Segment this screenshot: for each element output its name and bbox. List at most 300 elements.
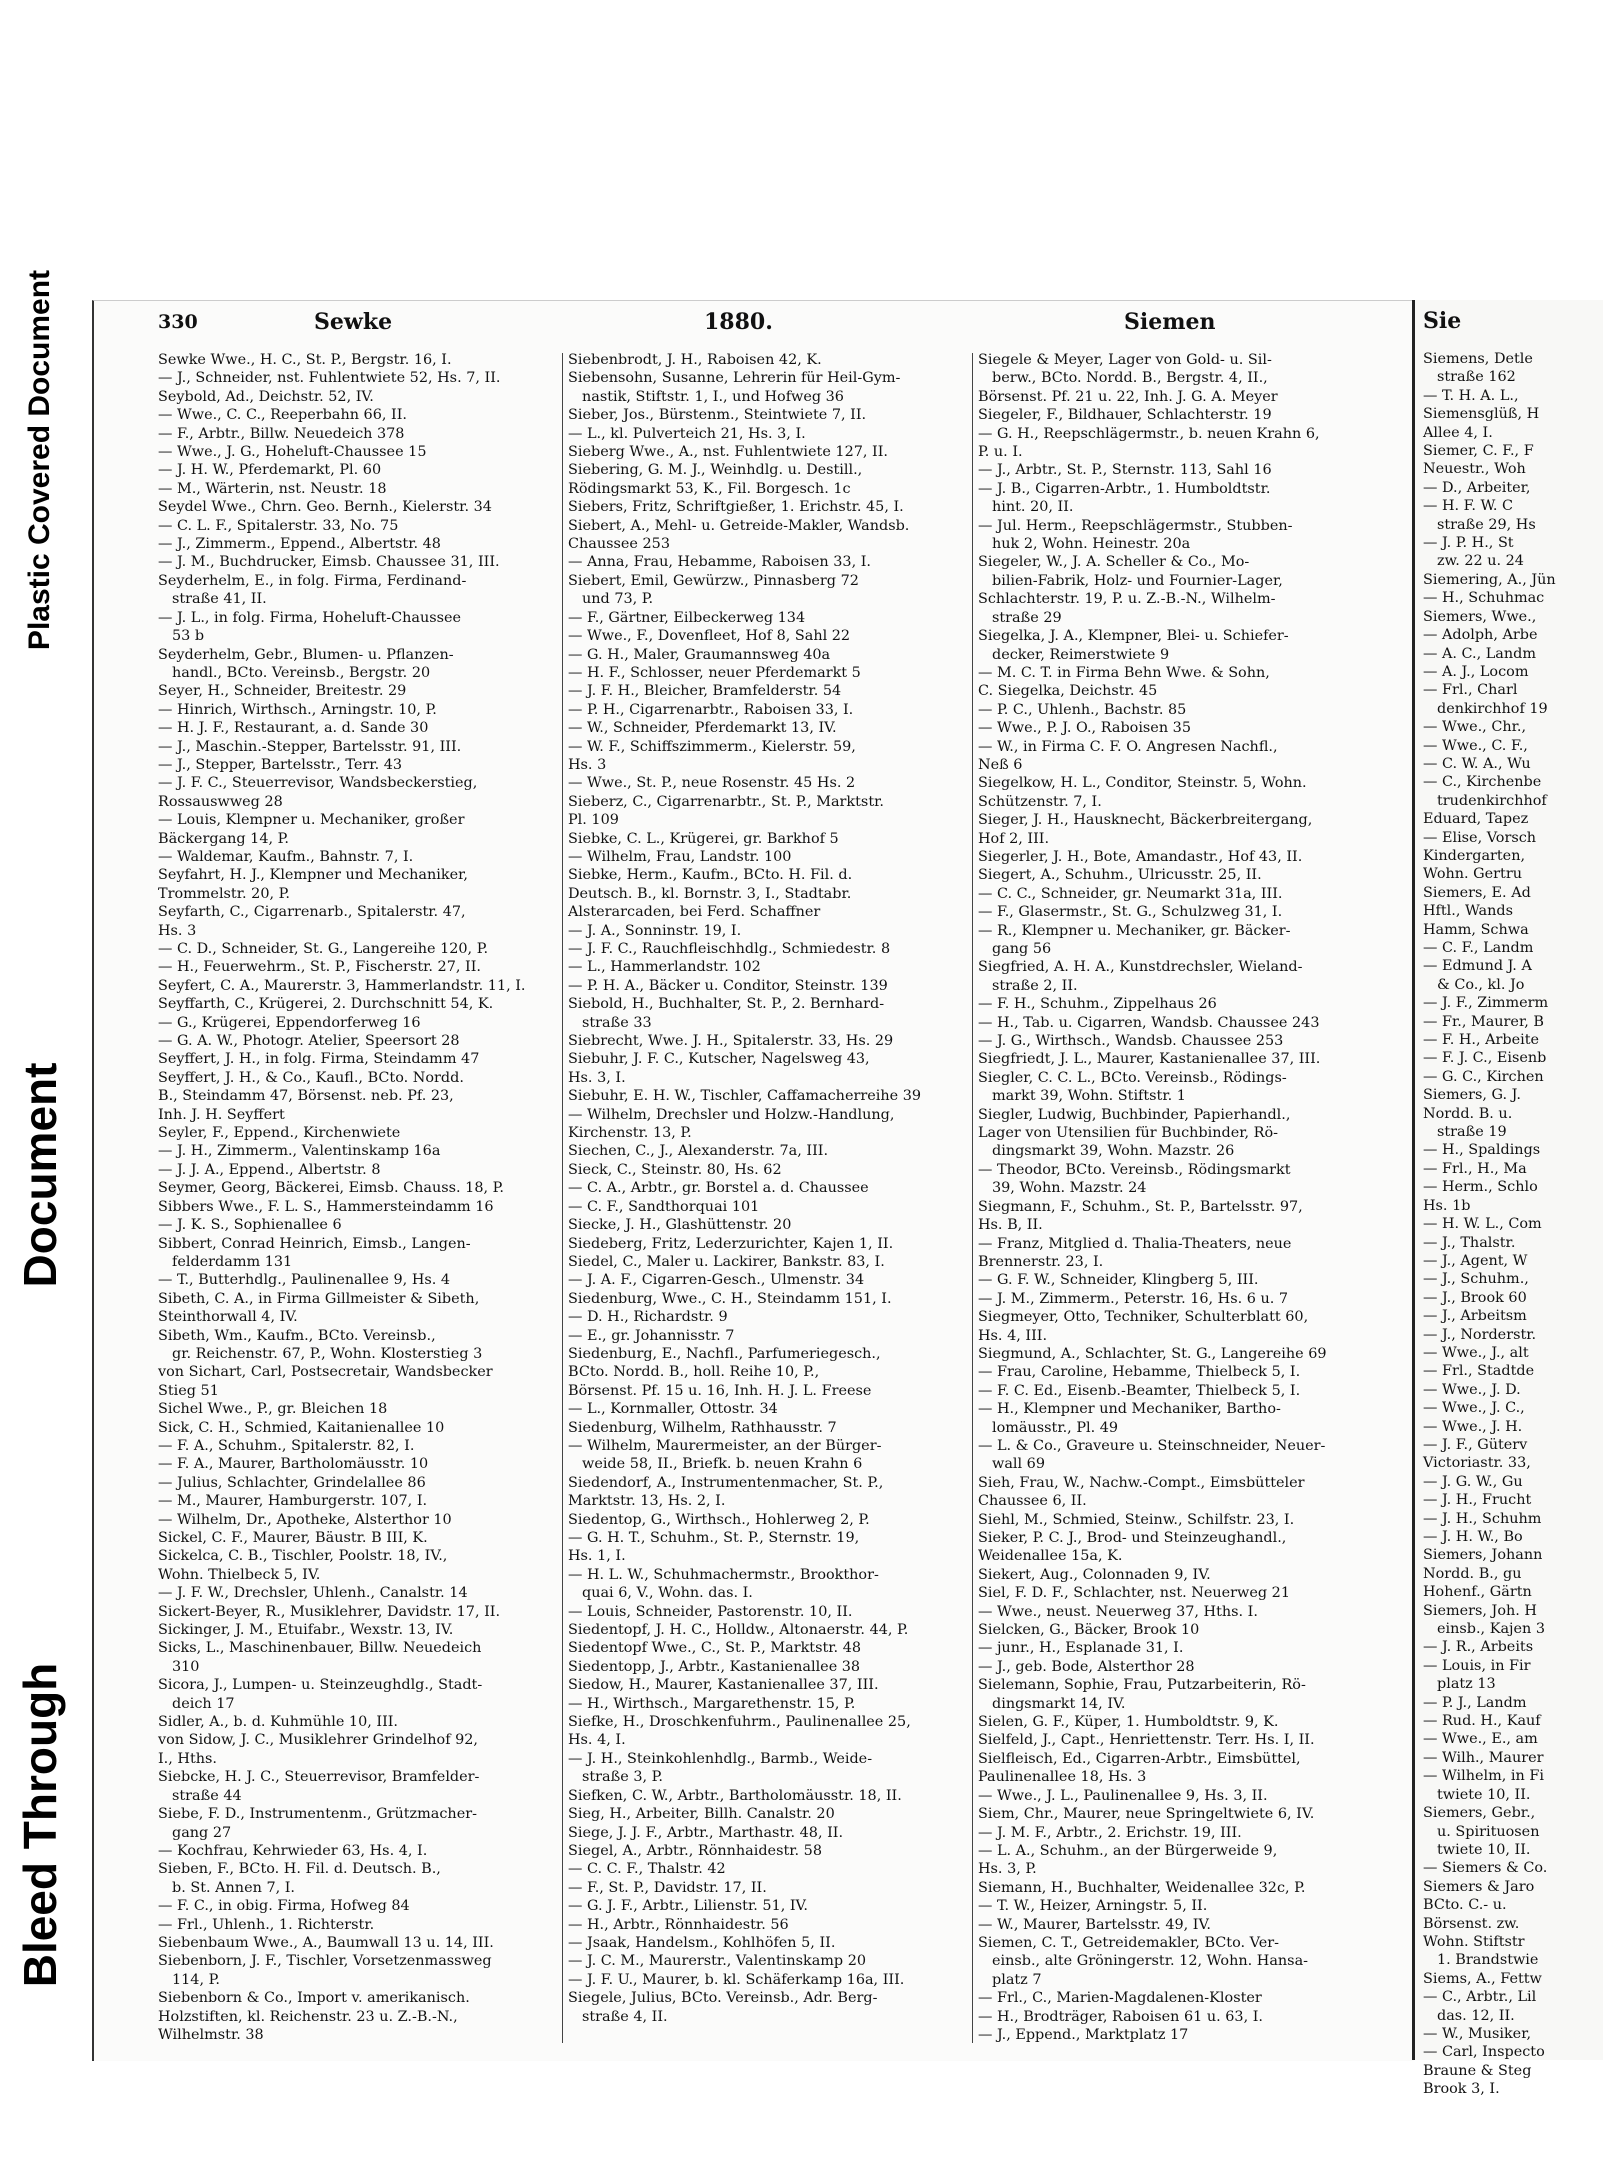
header-right-word: Siemen bbox=[1124, 309, 1216, 335]
directory-entry-line: — L., kl. Pulverteich 21, Hs. 3, I. bbox=[568, 425, 806, 442]
directory-entry-line: — W., Maurer, Bartelsstr. 49, IV. bbox=[978, 1916, 1211, 1933]
directory-entry-line: zw. 22 u. 24 bbox=[1437, 553, 1524, 570]
directory-entry-line: — Frl., C., Marien-Magdalenen-Kloster bbox=[978, 1990, 1262, 2007]
directory-entry-line: — Wwe., C. C., Reeperbahn 66, II. bbox=[158, 407, 407, 424]
directory-entry-line: Siedentopf Wwe., C., St. P., Marktstr. 48 bbox=[568, 1640, 862, 1657]
directory-entry-line: — W. F., Schiffszimmerm., Kielerstr. 59, bbox=[568, 738, 856, 755]
scan-label-sidebar bbox=[0, 0, 70, 2177]
directory-entry-line: — T. H. A. L., bbox=[1423, 387, 1519, 404]
directory-entry-line: Alsterarcaden, bei Ferd. Schaffner bbox=[568, 904, 821, 921]
directory-entry-line: quai 6, V., Wohn. das. I. bbox=[582, 1585, 753, 1602]
directory-entry-line: BCto. C.- u. bbox=[1423, 1897, 1507, 1914]
directory-entry-line: — Waldemar, Kaufm., Bahnstr. 7, I. bbox=[158, 848, 414, 865]
directory-entry-line: — F. H., Arbeite bbox=[1423, 1032, 1540, 1049]
directory-entry-line: — C. C. F., Thalstr. 42 bbox=[568, 1861, 726, 1878]
directory-entry-line: Seyer, H., Schneider, Breitestr. 29 bbox=[158, 683, 407, 700]
directory-entry-line: — J. F., Zimmerm bbox=[1423, 995, 1549, 1012]
directory-entry-line: Seyderhelm, Gebr., Blumen- u. Pflanzen- bbox=[158, 646, 454, 663]
directory-entry-line: — T., Butterhdlg., Paulinenallee 9, Hs. 4 bbox=[158, 1272, 451, 1289]
directory-entry-line: — F., Arbtr., Billw. Neuedeich 378 bbox=[158, 425, 405, 442]
directory-entry-line: gang 56 bbox=[992, 941, 1052, 957]
directory-entry-line: felderdamm 131 bbox=[172, 1253, 293, 1270]
directory-entry-line: — H., Klempner und Mechaniker, Bartho- bbox=[978, 1401, 1281, 1418]
directory-entry-line: — H. F. W. C bbox=[1423, 498, 1513, 515]
directory-entry-line: Sieker, P. C. J., Brod- und Steinzeughandl., bbox=[978, 1530, 1287, 1546]
directory-entry-line: Siegler, C. C. L., BCto. Vereinsb., Rödings- bbox=[978, 1069, 1287, 1086]
directory-entry-line: — J. F. H., Bleicher, Bramfelderstr. 54 bbox=[568, 683, 842, 700]
directory-entry-line: straße 29, Hs bbox=[1437, 516, 1536, 533]
directory-entry-line: Siedel, C., Maler u. Lackirer, Bankstr. 83, I. bbox=[568, 1253, 885, 1270]
directory-entry-line: straße 33 bbox=[582, 1014, 652, 1031]
directory-entry-line: Siebering, G. M. J., Weinhdlg. u. Destill., bbox=[568, 462, 863, 479]
directory-entry-line: Wilhelmstr. 38 bbox=[158, 2026, 264, 2043]
directory-entry-line: — J. C. M., Maurerstr., Valentinskamp 20 bbox=[568, 1953, 867, 1970]
directory-entry-line: Siemers, Johann bbox=[1423, 1547, 1543, 1564]
directory-entry-line: — J. F. C., Rauchfleischhdlg., Schmiedestr. 8 bbox=[568, 941, 891, 957]
directory-entry-line: Siefke, H., Droschkenfuhrm., Paulinenallee 25, bbox=[568, 1714, 911, 1731]
directory-entry-line: von Sichart, Carl, Postsecretair, Wandsbecker bbox=[158, 1364, 493, 1381]
directory-entry-line: Siegeler, W., J. A. Scheller & Co., Mo- bbox=[978, 554, 1250, 571]
directory-entry-line: Siedenburg, E., Nachfl., Parfumeriegesch., bbox=[568, 1345, 881, 1362]
directory-entry-line: — G. H., Reepschlägermstr., b. neuen Krahn 6, bbox=[978, 425, 1320, 442]
directory-entry-line: Deutsch. B., kl. Bornstr. 3, I., Stadtabr. bbox=[568, 885, 852, 902]
directory-entry-line: Nordd. B. u. bbox=[1423, 1105, 1513, 1122]
directory-entry-line: — Jsaak, Handelsm., Kohlhöfen 5, II. bbox=[568, 1934, 836, 1951]
directory-entry-line: Siebenbaum Wwe., A., Baumwall 13 u. 14, III. bbox=[158, 1934, 494, 1951]
directory-entry-line: Neß 6 bbox=[978, 756, 1023, 773]
directory-entry-line: Siegmund, A., Schlachter, St. G., Langereihe 69 bbox=[978, 1345, 1327, 1362]
directory-entry-line: 114, P. bbox=[172, 1971, 220, 1988]
directory-entry-line: Hamm, Schwa bbox=[1423, 921, 1529, 938]
directory-entry-line: Chaussee 6, II. bbox=[978, 1493, 1087, 1510]
directory-entry-line: — J. H. W., Pferdemarkt, Pl. 60 bbox=[158, 462, 382, 479]
directory-entry-line: straße 19 bbox=[1437, 1124, 1507, 1141]
directory-entry-line: Siege, J. J. F., Arbtr., Marthastr. 48, II. bbox=[568, 1824, 844, 1841]
directory-entry-line: Siebenborn, J. F., Tischler, Vorsetzenmassweg bbox=[158, 1953, 492, 1970]
directory-page bbox=[92, 300, 1414, 2061]
directory-entry-line: Seymer, Georg, Bäckerei, Eimsb. Chauss. 18, P. bbox=[158, 1180, 504, 1197]
directory-entry-line: Siedow, H., Maurer, Kastanienallee 37, III. bbox=[568, 1677, 879, 1694]
directory-entry-line: Siemers & Jaro bbox=[1423, 1878, 1535, 1895]
directory-entry-line: Sieg, H., Arbeiter, Billh. Canalstr. 20 bbox=[568, 1806, 835, 1823]
directory-entry-line: — P. H. A., Bäcker u. Conditor, Steinstr. 139 bbox=[568, 977, 888, 994]
directory-entry-line: Sieben, F., BCto. H. Fil. d. Deutsch. B., bbox=[158, 1861, 441, 1878]
directory-entry-line: — J., Eppend., Marktplatz 17 bbox=[978, 2026, 1189, 2043]
directory-entry-line: — G. A. W., Photogr. Atelier, Speersort 28 bbox=[158, 1033, 460, 1050]
directory-entry-line: Seydel Wwe., Chrn. Geo. Bernh., Kielerstr. 34 bbox=[158, 499, 492, 516]
directory-entry-line: — J. L., in folg. Firma, Hoheluft-Chaussee bbox=[158, 609, 462, 626]
directory-entry-line: — C., Kirchenbe bbox=[1423, 774, 1542, 791]
directory-entry-line: Sieberz, C., Cigarrenarbtr., St. P., Marktstr. bbox=[568, 793, 884, 810]
directory-entry-line: — G. F. W., Schneider, Klingberg 5, III. bbox=[978, 1272, 1259, 1289]
directory-entry-line: einsb., alte Gröningerstr. 12, Wohn. Hansa- bbox=[992, 1953, 1309, 1970]
directory-column-1 bbox=[158, 351, 556, 2051]
directory-entry-line: — F. A., Schuhm., Spitalerstr. 82, I. bbox=[158, 1437, 415, 1454]
directory-entry-line: gr. Reichenstr. 67, P., Wohn. Klosterstieg 3 bbox=[172, 1345, 483, 1362]
directory-entry-line: — J., Stepper, Bartelsstr., Terr. 43 bbox=[158, 756, 403, 773]
directory-entry-line: straße 2, II. bbox=[992, 977, 1078, 994]
directory-entry-line: — D., Arbeiter, bbox=[1423, 479, 1531, 496]
directory-entry-line: markt 39, Wohn. Stiftstr. 1 bbox=[992, 1088, 1186, 1105]
directory-entry-line: — Wwe., C. F., bbox=[1423, 737, 1528, 754]
directory-entry-line: — Jul. Herm., Reepschlägermstr., Stubben- bbox=[978, 517, 1293, 534]
directory-entry-line: Siebe, F. D., Instrumentenm., Grützmacher- bbox=[158, 1806, 477, 1823]
directory-entry-line: — H., Tab. u. Cigarren, Wandsb. Chaussee 243 bbox=[978, 1014, 1320, 1031]
directory-entry-line: — Wwe., neust. Neuerweg 37, Hths. I. bbox=[978, 1603, 1258, 1620]
directory-entry-line: Sibeth, Wm., Kaufm., BCto. Vereinsb., bbox=[158, 1327, 436, 1344]
directory-entry-line: — J. F. U., Maurer, b. kl. Schäferkamp 16a, III. bbox=[568, 1971, 905, 1988]
directory-entry-line: — W., in Firma C. F. O. Angresen Nachfl., bbox=[978, 738, 1278, 755]
directory-entry-line: — C. C., Schneider, gr. Neumarkt 31a, III. bbox=[978, 885, 1283, 902]
directory-entry-line: Seyffert, J. H., & Co., Kaufl., BCto. Nordd. bbox=[158, 1069, 464, 1086]
directory-entry-line: — Louis, Klempner u. Mechaniker, großer bbox=[158, 812, 465, 829]
directory-entry-line: — Wwe., St. P., neue Rosenstr. 45 Hs. 2 bbox=[568, 775, 856, 792]
directory-entry-line: — L., Kornmaller, Ottostr. 34 bbox=[568, 1401, 778, 1418]
directory-entry-line: Rödingsmarkt 53, K., Fil. Borgesch. 1c bbox=[568, 480, 851, 497]
directory-entry-line: — J., Thalstr. bbox=[1423, 1234, 1516, 1251]
directory-entry-line: Siefken, C. W., Arbtr., Bartholomäusstr. 18, II. bbox=[568, 1787, 902, 1804]
directory-entry-line: von Sidow, J. C., Musiklehrer Grindelhof 92, bbox=[158, 1732, 478, 1749]
directory-entry-line: Siemens, Detle bbox=[1423, 351, 1533, 367]
plastic-covered-label: Plastic Covered Document bbox=[23, 269, 56, 651]
directory-entry-line: — Edmund J. A bbox=[1423, 958, 1532, 975]
directory-entry-line: Hs. 1, I. bbox=[568, 1548, 626, 1565]
directory-column-2 bbox=[568, 351, 966, 2051]
directory-entry-line: Wohn. Gertru bbox=[1423, 866, 1522, 883]
directory-entry-line: Sickelca, C. B., Tischler, Poolstr. 18, IV., bbox=[158, 1548, 448, 1565]
directory-entry-line: Sielen, G. F., Küper, 1. Humboldtstr. 9, K. bbox=[978, 1714, 1279, 1731]
document-label: Document bbox=[14, 1062, 66, 1288]
column-rule bbox=[562, 353, 563, 2043]
directory-entry-line: Siebold, H., Buchhalter, St. P., 2. Bernhard- bbox=[568, 996, 885, 1013]
directory-entry-line: straße 29 bbox=[992, 609, 1062, 626]
directory-entry-line: — J. F. C., Steuerrevisor, Wandsbeckerstieg, bbox=[158, 775, 478, 792]
directory-entry-line: Seyfahrt, H. J., Klempner und Mechaniker, bbox=[158, 867, 468, 884]
directory-entry-line: Siegler, Ludwig, Buchbinder, Papierhandl., bbox=[978, 1106, 1291, 1123]
directory-entry-line: Braune & Steg bbox=[1423, 2062, 1532, 2079]
directory-entry-line: Siebuhr, E. H. W., Tischler, Caffamacherreihe 39 bbox=[568, 1088, 922, 1105]
directory-entry-line: Siedentopp, J., Arbtr., Kastanienallee 38 bbox=[568, 1658, 861, 1675]
directory-entry-line: — J., Schneider, nst. Fuhlentwiete 52, Hs. 7, II. bbox=[158, 370, 501, 387]
directory-entry-line: Sielfleisch, Ed., Cigarren-Arbtr., Eimsbüttel, bbox=[978, 1750, 1301, 1767]
directory-entry-line: — C., Arbtr., Lil bbox=[1423, 1989, 1537, 2006]
directory-entry-line: decker, Reimerstwiete 9 bbox=[992, 646, 1170, 663]
directory-entry-line: — Hinrich, Wirthsch., Arningstr. 10, P. bbox=[158, 701, 437, 718]
directory-entry-line: Kindergarten, bbox=[1423, 847, 1526, 864]
directory-entry-line: lomäusstr., Pl. 49 bbox=[992, 1419, 1119, 1436]
directory-entry-line: 39, Wohn. Mazstr. 24 bbox=[992, 1180, 1147, 1197]
directory-entry-line: platz 13 bbox=[1437, 1676, 1496, 1693]
directory-entry-line: — J., Maschin.-Stepper, Bartelsstr. 91, III. bbox=[158, 738, 462, 755]
directory-entry-line: Trommelstr. 20, P. bbox=[158, 885, 290, 902]
directory-entry-line: Inh. J. H. Seyffert bbox=[158, 1106, 285, 1123]
directory-entry-line: — Frau, Caroline, Hebamme, Thielbeck 5, I. bbox=[978, 1364, 1301, 1381]
directory-entry-line: — J. H., Schuhm bbox=[1423, 1510, 1542, 1527]
directory-entry-line: Seyler, F., Eppend., Kirchenwiete bbox=[158, 1125, 401, 1142]
directory-entry-line: — G. H. T., Schuhm., St. P., Sternstr. 19, bbox=[568, 1530, 860, 1546]
directory-entry-line: Sielemann, Sophie, Frau, Putzarbeiterin, Rö- bbox=[978, 1677, 1306, 1694]
directory-entry-line: Hs. 3 bbox=[158, 922, 197, 939]
directory-entry-line: — M., Maurer, Hamburgerstr. 107, I. bbox=[158, 1493, 428, 1510]
directory-entry-line: — Wwe., E., am bbox=[1423, 1731, 1538, 1748]
directory-entry-line: — F. C., in obig. Firma, Hofweg 84 bbox=[158, 1898, 410, 1915]
directory-entry-line: Hs. 4, I. bbox=[568, 1732, 626, 1749]
directory-entry-line: — Elise, Vorsch bbox=[1423, 829, 1537, 846]
directory-entry-line: Siem, Chr., Maurer, neue Springeltwiete 6, IV. bbox=[978, 1806, 1315, 1823]
directory-entry-line: Siegelka, J. A., Klempner, Blei- u. Schiefer- bbox=[978, 628, 1289, 645]
directory-entry-line: Siedenburg, Wilhelm, Rathhausstr. 7 bbox=[568, 1419, 837, 1436]
directory-entry-line: Hftl., Wands bbox=[1423, 903, 1513, 920]
directory-entry-line: — J. A., Sonninstr. 19, I. bbox=[568, 922, 742, 939]
directory-entry-line: — Siemers & Co. bbox=[1423, 1860, 1548, 1877]
directory-entry-line: Siedenburg, Wwe., C. H., Steindamm 151, I. bbox=[568, 1290, 892, 1307]
directory-entry-line: — H. L. W., Schuhmachermstr., Brookthor- bbox=[568, 1566, 879, 1583]
directory-entry-line: — L. A., Schuhm., an der Bürgerweide 9, bbox=[978, 1842, 1278, 1859]
directory-entry-line: — Wwe., J. D. bbox=[1423, 1381, 1521, 1398]
directory-entry-line: — C. W. A., Wu bbox=[1423, 755, 1531, 772]
directory-entry-line: 310 bbox=[172, 1658, 200, 1675]
directory-entry-line: — Rud. H., Kauf bbox=[1423, 1713, 1541, 1730]
directory-entry-line: — J. P. H., St bbox=[1423, 535, 1514, 552]
directory-entry-line: — F., Gärtner, Eilbeckerweg 134 bbox=[568, 609, 806, 626]
directory-entry-line: — H. J. F., Restaurant, a. d. Sande 30 bbox=[158, 720, 429, 737]
directory-entry-line: Seyderhelm, E., in folg. Firma, Ferdinand- bbox=[158, 572, 467, 589]
directory-entry-line: einsb., Kajen 3 bbox=[1437, 1621, 1546, 1638]
directory-entry-line: — Wilhelm, in Fi bbox=[1423, 1768, 1544, 1785]
directory-entry-line: straße 162 bbox=[1437, 369, 1516, 386]
directory-entry-line: Sieger, J. H., Hausknecht, Bäckerbreitergang, bbox=[978, 812, 1313, 829]
directory-entry-line: — D. H., Richardstr. 9 bbox=[568, 1309, 728, 1326]
directory-entry-line: Siedentop, G., Wirthsch., Hohlerweg 2, P. bbox=[568, 1511, 870, 1528]
directory-entry-line: deich 17 bbox=[172, 1695, 235, 1712]
directory-entry-line: Nordd. B., gu bbox=[1423, 1565, 1522, 1582]
directory-entry-line: weide 58, II., Briefk. b. neuen Krahn 6 bbox=[582, 1456, 863, 1473]
directory-entry-line: I., Hths. bbox=[158, 1750, 217, 1767]
directory-entry-line: — C. A., Arbtr., gr. Borstel a. d. Chaussee bbox=[568, 1180, 869, 1197]
directory-entry-line: Sewke Wwe., H. C., St. P., Bergstr. 16, I. bbox=[158, 352, 452, 368]
directory-entry-line: Siehl, M., Schmied, Steinw., Schilfstr. 23, I. bbox=[978, 1511, 1295, 1528]
directory-entry-line: — C. L. F., Spitalerstr. 33, No. 75 bbox=[158, 517, 399, 534]
directory-entry-line: Siemers, Wwe., bbox=[1423, 608, 1537, 625]
directory-entry-line: Sickel, C. F., Maurer, Bäustr. B III, K. bbox=[158, 1530, 428, 1546]
directory-entry-line: Sibbers Wwe., F. L. S., Hammersteindamm 16 bbox=[158, 1198, 494, 1215]
directory-entry-line: Seyffarth, C., Krügerei, 2. Durchschnitt 54, K. bbox=[158, 996, 494, 1013]
directory-column-3 bbox=[978, 351, 1376, 2051]
directory-entry-line: — F., Glasermstr., St. G., Schulzweg 31, I. bbox=[978, 904, 1283, 921]
directory-entry-line: Siemann, H., Buchhalter, Weidenallee 32c, P. bbox=[978, 1879, 1306, 1896]
directory-entry-line: — J. K. S., Sophienallee 6 bbox=[158, 1217, 342, 1234]
directory-entry-line: Steinthorwall 4, IV. bbox=[158, 1309, 298, 1326]
directory-entry-line: — J. B., Cigarren-Arbtr., 1. Humboldtstr. bbox=[978, 480, 1271, 497]
adjacent-page-column bbox=[1423, 350, 1599, 2099]
directory-entry-line: Siebers, Fritz, Schriftgießer, 1. Erichstr. 45, I. bbox=[568, 499, 904, 516]
directory-entry-line: Siebuhr, J. F. C., Kutscher, Nagelsweg 43, bbox=[568, 1051, 870, 1068]
directory-entry-line: — Adolph, Arbe bbox=[1423, 627, 1538, 644]
directory-entry-line: — Wwe., J. C., bbox=[1423, 1400, 1525, 1417]
directory-entry-line: — C. F., Sandthorquai 101 bbox=[568, 1198, 760, 1215]
directory-entry-line: — H., Brodträger, Raboisen 61 u. 63, I. bbox=[978, 2008, 1263, 2025]
directory-entry-line: Sickert-Beyer, R., Musiklehrer, Davidstr. 17, II. bbox=[158, 1603, 501, 1620]
directory-entry-line: Hs. B, II. bbox=[978, 1217, 1043, 1234]
directory-entry-line: — Herm., Schlo bbox=[1423, 1179, 1538, 1196]
directory-entry-line: Siebke, C. L., Krügerei, gr. Barkhof 5 bbox=[568, 830, 839, 847]
directory-entry-line: straße 3, P. bbox=[582, 1769, 663, 1786]
directory-entry-line: Bäckergang 14, P. bbox=[158, 830, 289, 847]
directory-entry-line: — J. F., Güterv bbox=[1423, 1436, 1528, 1453]
directory-entry-line: Victoriastr. 33, bbox=[1423, 1455, 1531, 1472]
directory-entry-line: — Theodor, BCto. Vereinsb., Rödingsmarkt bbox=[978, 1161, 1291, 1178]
directory-entry-line: — Wilhelm, Frau, Landstr. 100 bbox=[568, 848, 792, 865]
directory-entry-line: Seyfert, C. A., Maurerstr. 3, Hammerlandstr. 11, I. bbox=[158, 977, 526, 994]
directory-entry-line: Siegel, A., Arbtr., Rönnhaidestr. 58 bbox=[568, 1842, 822, 1859]
directory-entry-line: B., Steindamm 47, Börsenst. neb. Pf. 23, bbox=[158, 1088, 454, 1105]
directory-entry-line: — J., Agent, W bbox=[1423, 1252, 1528, 1269]
directory-entry-line: — J., Norderstr. bbox=[1423, 1326, 1537, 1343]
directory-entry-line: — J. F. W., Drechsler, Uhlenh., Canalstr. 14 bbox=[158, 1585, 468, 1602]
directory-entry-line: — H., Schuhmac bbox=[1423, 590, 1545, 607]
directory-entry-line: — Wilhelm, Dr., Apotheke, Alsterthor 10 bbox=[158, 1511, 452, 1528]
directory-entry-line: Paulinenallee 18, Hs. 3 bbox=[978, 1769, 1147, 1786]
directory-entry-line: — J., Zimmerm., Eppend., Albertstr. 48 bbox=[158, 536, 441, 553]
directory-entry-line: Sieck, C., Steinstr. 80, Hs. 62 bbox=[568, 1161, 782, 1178]
directory-entry-line: — Louis, in Fir bbox=[1423, 1657, 1531, 1674]
directory-entry-line: Siemering, A., Jün bbox=[1423, 571, 1556, 588]
directory-entry-line: — junr., H., Esplanade 31, I. bbox=[978, 1640, 1184, 1657]
directory-entry-line: Eduard, Tapez bbox=[1423, 811, 1529, 828]
directory-entry-line: — Wwe., F., Dovenfleet, Hof 8, Sahl 22 bbox=[568, 628, 851, 645]
directory-entry-line: — G., Krügerei, Eppendorferweg 16 bbox=[158, 1014, 421, 1031]
directory-entry-line: — J. R., Arbeits bbox=[1423, 1639, 1534, 1656]
header-left-word: Sewke bbox=[314, 309, 393, 335]
directory-entry-line: & Co., kl. Jo bbox=[1437, 976, 1525, 993]
directory-entry-line: — G. C., Kirchen bbox=[1423, 1068, 1544, 1085]
directory-entry-line: Siedendorf, A., Instrumentenmacher, St. P., bbox=[568, 1474, 884, 1491]
directory-entry-line: — Frl., Stadtde bbox=[1423, 1363, 1535, 1380]
directory-entry-line: Chaussee 253 bbox=[568, 536, 670, 553]
directory-entry-line: — C. D., Schneider, St. G., Langereihe 120, P. bbox=[158, 941, 489, 957]
directory-entry-line: Brook 3, I. bbox=[1423, 2081, 1500, 2098]
directory-entry-line: Börsenst. Pf. 15 u. 16, Inh. H. J. L. Freese bbox=[568, 1382, 872, 1399]
directory-entry-line: Siegmann, F., Schuhm., St. P., Bartelsstr. 97, bbox=[978, 1198, 1303, 1215]
directory-entry-line: — Frl., Uhlenh., 1. Richterstr. bbox=[158, 1916, 375, 1933]
directory-entry-line: dingsmarkt 14, IV. bbox=[992, 1695, 1126, 1712]
directory-entry-line: wall 69 bbox=[992, 1456, 1045, 1473]
directory-entry-line: — Franz, Mitglied d. Thalia-Theaters, neue bbox=[978, 1235, 1292, 1252]
directory-entry-line: — Wilhelm, Drechsler und Holzw.-Handlung, bbox=[568, 1106, 895, 1123]
directory-entry-line: Kirchenstr. 13, P. bbox=[568, 1125, 692, 1142]
directory-entry-line: — J. H., Frucht bbox=[1423, 1492, 1532, 1509]
directory-entry-line: — G. H., Maler, Graumannsweg 40a bbox=[568, 646, 831, 663]
directory-entry-line: Siemers, E. Ad bbox=[1423, 884, 1531, 901]
directory-entry-line: Siemers, G. J. bbox=[1423, 1087, 1521, 1104]
directory-entry-line: nastik, Stiftstr. 1, I., und Hofweg 36 bbox=[582, 388, 844, 405]
directory-entry-line: — Kochfrau, Kehrwieder 63, Hs. 4, I. bbox=[158, 1842, 428, 1859]
directory-entry-line: Sieh, Frau, W., Nachw.-Compt., Eimsbütteler bbox=[978, 1474, 1305, 1491]
directory-entry-line: — J., Schuhm., bbox=[1423, 1271, 1529, 1288]
directory-entry-line: — J. M., Zimmerm., Peterstr. 16, Hs. 6 u. 7 bbox=[978, 1290, 1289, 1307]
directory-entry-line: — E., gr. Johannisstr. 7 bbox=[568, 1327, 735, 1344]
page-number: 330 bbox=[158, 311, 198, 333]
directory-entry-line: Sidler, A., b. d. Kuhmühle 10, III. bbox=[158, 1714, 399, 1731]
directory-entry-line: — Wilhelm, Maurermeister, an der Bürger- bbox=[568, 1437, 882, 1454]
directory-entry-line: BCto. Nordd. B., holl. Reihe 10, P., bbox=[568, 1364, 820, 1381]
directory-entry-line: — H., Feuerwehrm., St. P., Fischerstr. 27, II. bbox=[158, 959, 481, 976]
directory-entry-line: Hs. 3 bbox=[568, 756, 607, 773]
directory-entry-line: — A. C., Landm bbox=[1423, 645, 1536, 662]
directory-entry-line: — Wwe., J. L., Paulinenallee 9, Hs. 3, II. bbox=[978, 1787, 1268, 1804]
directory-entry-line: — H. W. L., Com bbox=[1423, 1216, 1542, 1233]
directory-entry-line: Siecke, J. H., Glashüttenstr. 20 bbox=[568, 1217, 792, 1234]
directory-entry-line: Siemers, Joh. H bbox=[1423, 1602, 1537, 1619]
directory-entry-line: — H., Wirthsch., Margarethenstr. 15, P. bbox=[568, 1695, 856, 1712]
directory-entry-line: b. St. Annen 7, I. bbox=[172, 1879, 296, 1896]
directory-entry-line: — T. W., Heizer, Arningstr. 5, II. bbox=[978, 1898, 1208, 1915]
directory-entry-line: Sibeth, C. A., in Firma Gillmeister & Sibeth, bbox=[158, 1290, 480, 1307]
directory-entry-line: Sieber, Jos., Bürstenm., Steintwiete 7, II. bbox=[568, 407, 867, 424]
directory-entry-line: das. 12, II. bbox=[1437, 2007, 1515, 2024]
directory-entry-line: — H., Arbtr., Rönnhaidestr. 56 bbox=[568, 1916, 789, 1933]
directory-entry-line: — J. A. F., Cigarren-Gesch., Ulmenstr. 34 bbox=[568, 1272, 865, 1289]
directory-entry-line: — J. G., Wirthsch., Wandsb. Chaussee 253 bbox=[978, 1033, 1284, 1050]
page-header bbox=[94, 309, 1414, 343]
directory-entry-line: straße 41, II. bbox=[172, 591, 267, 608]
directory-entry-line: Sichel Wwe., P., gr. Bleichen 18 bbox=[158, 1401, 388, 1418]
directory-entry-line: Holzstiften, kl. Reichenstr. 23 u. Z.-B.-N., bbox=[158, 2008, 458, 2025]
directory-entry-line: twiete 10, II. bbox=[1437, 1841, 1531, 1858]
directory-entry-line: berw., BCto. Nordd. B., Bergstr. 4, II., bbox=[992, 370, 1268, 387]
directory-entry-line: platz 7 bbox=[992, 1971, 1042, 1988]
directory-entry-line: — M. C. T. in Firma Behn Wwe. & Sohn, bbox=[978, 664, 1270, 681]
directory-entry-line: — R., Klempner u. Mechaniker, gr. Bäcker- bbox=[978, 922, 1291, 939]
directory-entry-line: Hs. 3, P. bbox=[978, 1861, 1037, 1878]
directory-entry-line: — F. J. C., Eisenb bbox=[1423, 1050, 1547, 1067]
directory-entry-line: Seybold, Ad., Deichstr. 52, IV. bbox=[158, 388, 374, 405]
directory-entry-line: Stieg 51 bbox=[158, 1382, 219, 1399]
directory-entry-line: Pl. 109 bbox=[568, 812, 619, 829]
bleed-through-label: Bleed Through bbox=[14, 1662, 66, 1988]
directory-entry-line: — J., Arbeitsm bbox=[1423, 1308, 1527, 1325]
directory-entry-line: — J. M., Buchdrucker, Eimsb. Chaussee 31, III. bbox=[158, 554, 500, 571]
directory-entry-line: 53 b bbox=[172, 628, 205, 645]
directory-entry-line: Hof 2, III. bbox=[978, 830, 1050, 847]
directory-entry-line: — G. J. F., Arbtr., Lilienstr. 51, IV. bbox=[568, 1898, 809, 1915]
directory-entry-line: straße 4, II. bbox=[582, 2008, 668, 2025]
directory-entry-line: — F., St. P., Davidstr. 17, II. bbox=[568, 1879, 767, 1896]
directory-entry-line: Wohn. Stiftstr bbox=[1423, 1933, 1525, 1950]
directory-entry-line: Siebcke, H. J. C., Steuerrevisor, Bramfelder- bbox=[158, 1769, 480, 1786]
directory-entry-line: — W., Schneider, Pferdemarkt 13, IV. bbox=[568, 720, 837, 737]
directory-entry-line: Sicks, L., Maschinenbauer, Billw. Neuedeich bbox=[158, 1640, 482, 1657]
directory-entry-line: — Fr., Maurer, B bbox=[1423, 1013, 1544, 1030]
directory-entry-line: Börsenst. Pf. 21 u. 22, Inh. J. G. A. Meyer bbox=[978, 388, 1278, 405]
directory-entry-line: — J. H., Steinkohlenhdlg., Barmb., Weide- bbox=[568, 1750, 873, 1767]
directory-entry-line: Neuestr., Woh bbox=[1423, 461, 1526, 478]
directory-entry-line: — Wwe., Chr., bbox=[1423, 719, 1527, 736]
directory-entry-line: — J., geb. Bode, Alsterthor 28 bbox=[978, 1658, 1195, 1675]
directory-entry-line: — J. H., Zimmerm., Valentinskamp 16a bbox=[158, 1143, 441, 1160]
directory-entry-line: Siebke, Herm., Kaufm., BCto. H. Fil. d. bbox=[568, 867, 853, 884]
directory-entry-line: — A. J., Locom bbox=[1423, 663, 1529, 680]
directory-entry-line: dingsmarkt 39, Wohn. Mazstr. 26 bbox=[992, 1143, 1235, 1160]
directory-entry-line: Siebenborn & Co., Import v. amerikanisch. bbox=[158, 1990, 470, 2007]
directory-entry-line: Weidenallee 15a, K. bbox=[978, 1548, 1123, 1565]
directory-entry-line: P. u. I. bbox=[978, 444, 1023, 461]
directory-entry-line: — P. J., Landm bbox=[1423, 1694, 1527, 1711]
directory-entry-line: Siedentopf, J. H. C., Holldw., Altonaerstr. 44, P. bbox=[568, 1622, 909, 1639]
directory-entry-line: Siemensglüß, H bbox=[1423, 406, 1540, 423]
directory-entry-line: — Julius, Schlachter, Grindelallee 86 bbox=[158, 1474, 426, 1491]
directory-entry-line: Siegerler, J. H., Bote, Amandastr., Hof 43, II. bbox=[978, 848, 1303, 865]
